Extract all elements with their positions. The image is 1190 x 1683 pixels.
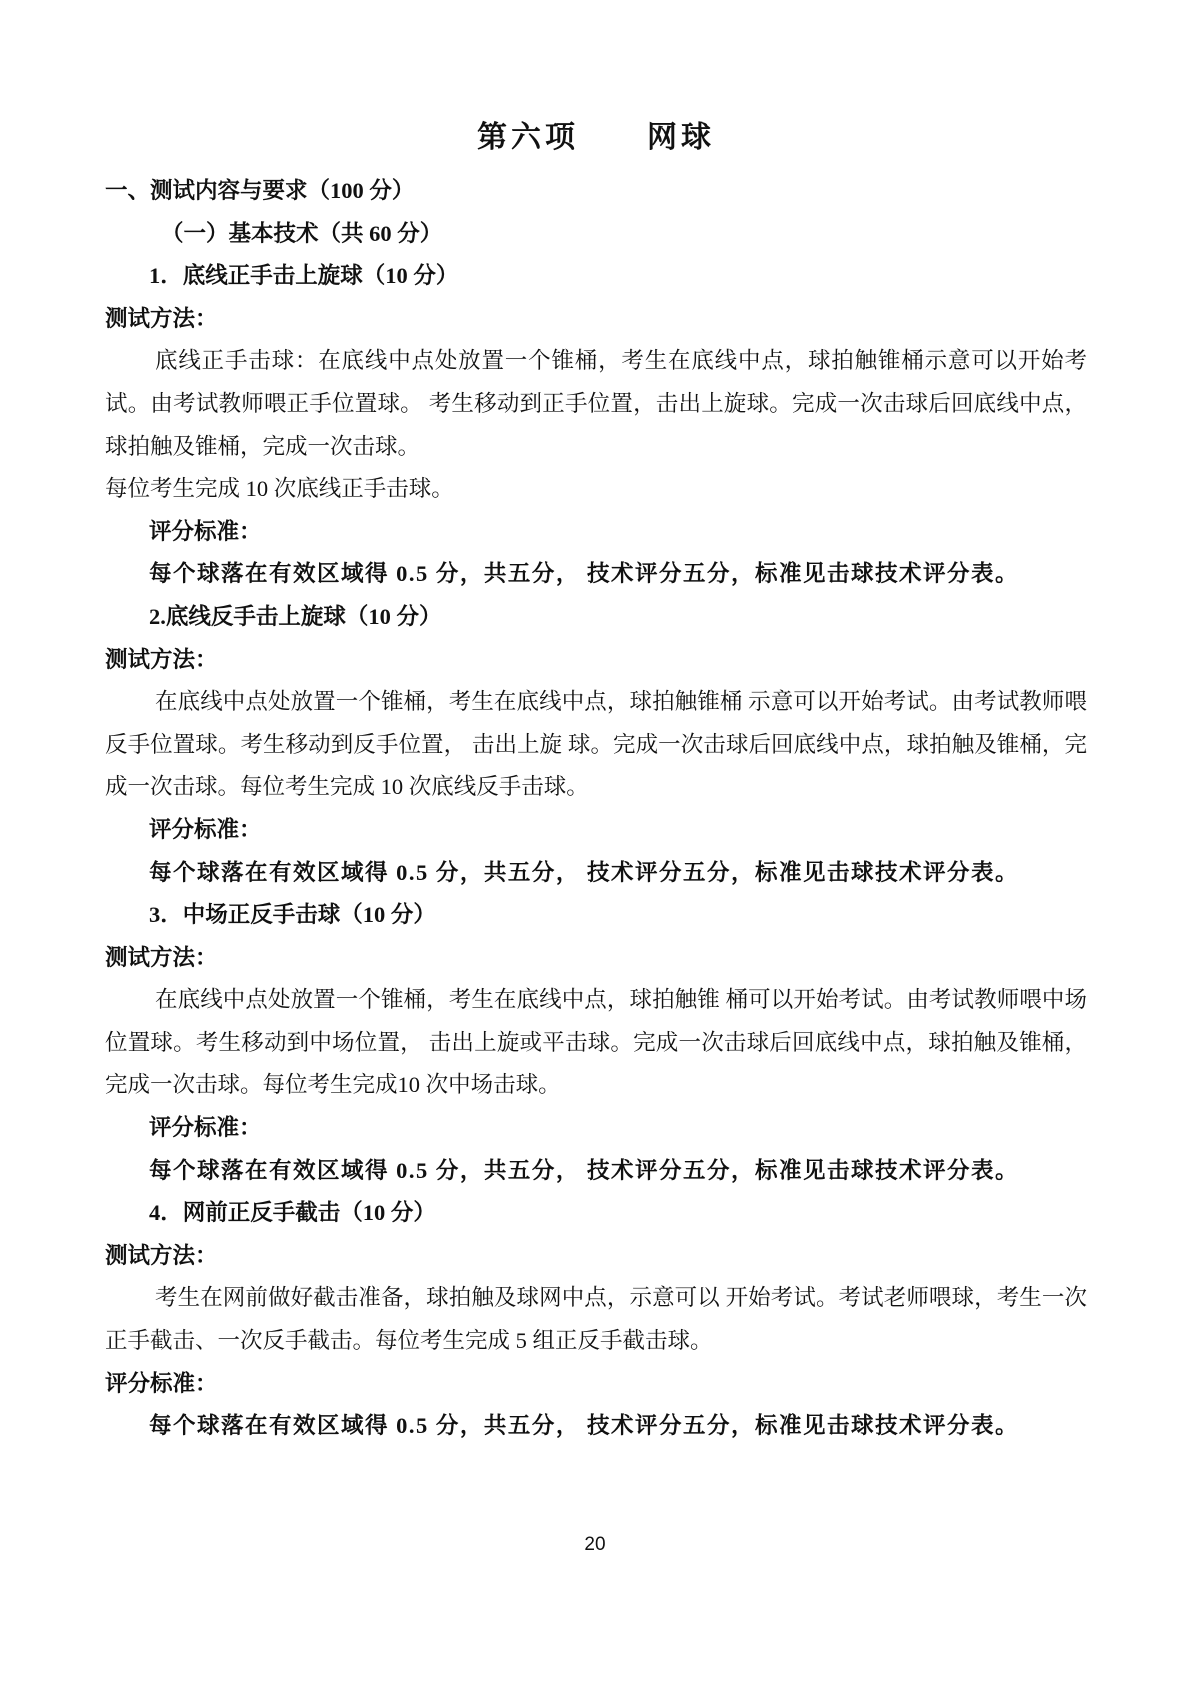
section-2-score-label: 评分标准： [149, 816, 262, 842]
section-1-score-label: 评分标准： [149, 518, 262, 544]
section-1 [105, 255, 1087, 596]
heading-test-content: 一、测试内容与要求（100 分） [105, 178, 415, 203]
section-1-method-text: 底线正手击球：在底线中点处放置一个锥桶，考生在底线中点，球拍触锥桶示意可以开始考试。由考试教师喂正手位置球。 考生移动到正手位置，击出上旋球。完成一次击球后回底线中点，球拍触及锥桶，完成一次击球。 [105, 348, 1087, 459]
section-2-heading: 2.底线反手击上旋球（10 分） [149, 603, 442, 629]
section-1-note-line: 每位考生完成 10 次底线正手击球。 [105, 476, 454, 502]
section-3-method-text: 在底线中点处放置一个锥桶，考生在底线中点，球拍触锥 桶可以开始考试。由考试教师喂中场位置球。考生移动到中场位置， 击出上旋或平击球。完成一次击球后回底线中点，球拍触及锥桶，完成一次击球。每位考生完成10 次中场击球。 [105, 987, 1087, 1098]
section-4-method-label: 测试方法： [105, 1242, 218, 1268]
section-3-method-label: 测试方法： [105, 944, 218, 970]
heading-basic-skills: （一）基本技术（共 60 分） [161, 220, 443, 246]
section-4-heading: 4．网前正反手截击（10 分） [149, 1200, 436, 1226]
section-2-method-text: 在底线中点处放置一个锥桶，考生在底线中点，球拍触锥桶 示意可以开始考试。由考试教师喂反手位置球。考生移动到反手位置， 击出上旋 球。完成一次击球后回底线中点，球拍触及锥桶，完成一次击球。每位考生完成 10 次底线反手击球。 [105, 689, 1087, 800]
section-4-method-text: 考生在网前做好截击准备，球拍触及球网中点，示意可以 开始考试。考试老师喂球，考生一次正手截击、一次反手截击。每位考生完成 5 组正反手截击球。 [105, 1285, 1087, 1354]
page-title: 第六项 网球 [477, 121, 715, 154]
page-number: 20 [584, 1534, 606, 1555]
section-2-method-label: 测试方法： [105, 646, 218, 672]
section-2 [105, 596, 1087, 894]
section-2-score-text: 每个球落在有效区域得 0.5 分，共五分， 技术评分五分，标准见击球技术评分表。 [149, 859, 1020, 885]
section-3-score-text: 每个球落在有效区域得 0.5 分，共五分， 技术评分五分，标准见击球技术评分表。 [149, 1157, 1020, 1183]
section-4-score-label: 评分标准： [105, 1370, 218, 1396]
section-1-heading: 1．底线正手击上旋球（10 分） [149, 263, 459, 289]
section-3 [105, 894, 1087, 1192]
document-content [105, 112, 1087, 1448]
section-4-score-text: 每个球落在有效区域得 0.5 分，共五分， 技术评分五分，标准见击球技术评分表。 [149, 1413, 1020, 1439]
section-4 [105, 1192, 1087, 1448]
section-3-score-label: 评分标准： [149, 1115, 262, 1141]
section-1-score-text: 每个球落在有效区域得 0.5 分，共五分， 技术评分五分，标准见击球技术评分表。 [149, 561, 1020, 587]
section-1-method-label: 测试方法： [105, 305, 218, 331]
section-3-heading: 3．中场正反手击球（10 分） [149, 902, 436, 928]
